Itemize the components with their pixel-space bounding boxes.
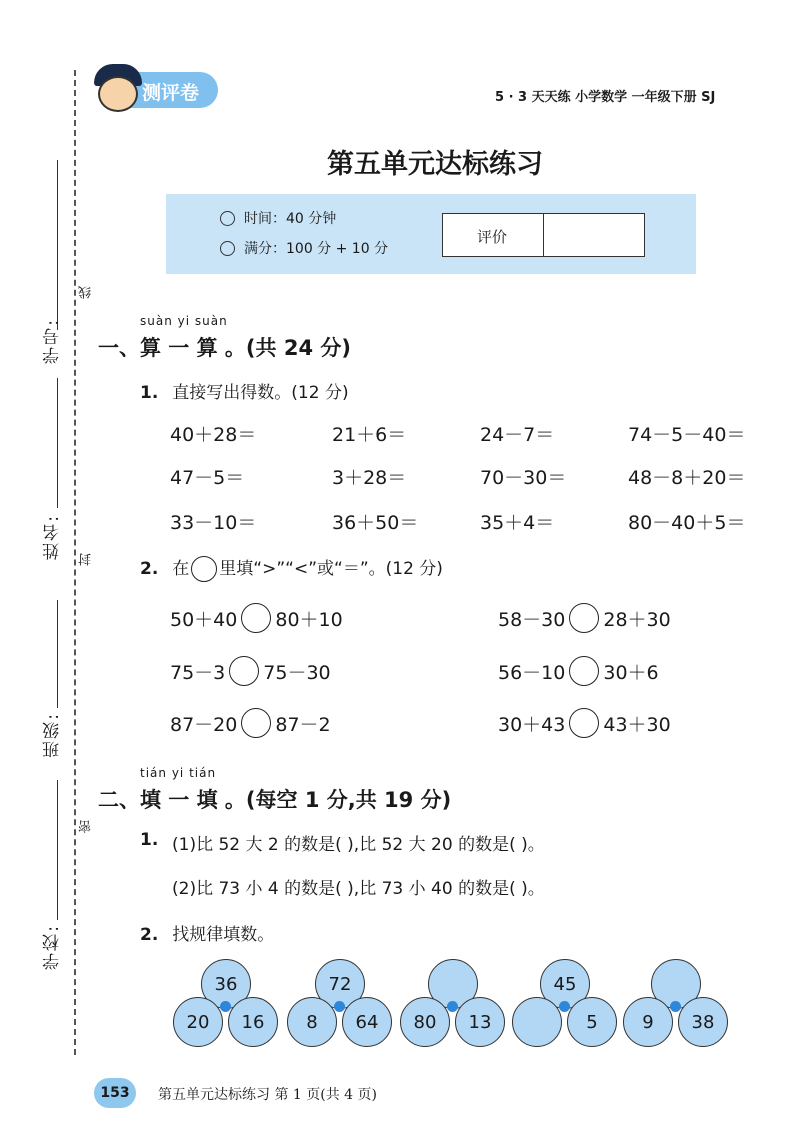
calc-item: 74－5－40＝ <box>628 424 746 446</box>
compare-item <box>170 708 331 738</box>
calc-item: 36＋50＝ <box>332 512 419 534</box>
s2q1-num: 1. <box>140 830 159 850</box>
clover-left-blank[interactable] <box>512 997 562 1047</box>
clover-left: 9 <box>623 997 673 1047</box>
clover-puzzle <box>173 959 278 1059</box>
s1q1-number: 1. <box>140 383 159 403</box>
compare-circle[interactable] <box>569 656 599 686</box>
calc-item: 24－7＝ <box>480 424 555 446</box>
name-label: 姓名: <box>43 514 63 560</box>
compare-right: 75－30 <box>263 661 331 684</box>
mascot-face-icon <box>98 76 138 112</box>
clover-right: 13 <box>455 997 505 1047</box>
calc-item: 47－5＝ <box>170 467 245 489</box>
student-no-label: 学号: <box>43 318 63 364</box>
calc-item: 33－10＝ <box>170 512 257 534</box>
compare-left: 30＋43 <box>498 713 566 736</box>
evaluation-label: 评价 <box>477 228 508 246</box>
compare-right: 80＋10 <box>275 608 343 631</box>
clover-right: 64 <box>342 997 392 1047</box>
evaluation-divider <box>543 214 544 256</box>
check-icon <box>220 241 235 256</box>
s2q1-line2: (2)比 73 小 4 的数是( ),比 73 小 40 的数是( )。 <box>172 879 545 899</box>
clover-top: 72 <box>315 959 365 1009</box>
class-label: 班级: <box>43 712 63 758</box>
compare-left: 75－3 <box>170 661 226 684</box>
clover-center-dot <box>670 1001 681 1012</box>
clover-right: 38 <box>678 997 728 1047</box>
compare-left: 87－20 <box>170 713 238 736</box>
compare-circle[interactable] <box>569 708 599 738</box>
compare-left: 58－30 <box>498 608 566 631</box>
calc-item: 80－40＋5＝ <box>628 512 746 534</box>
page-title: 第五单元达标练习 <box>327 149 543 180</box>
clover-puzzle <box>287 959 392 1059</box>
s1q1-text: 直接写出得数。(12 分) <box>172 383 349 403</box>
compare-item <box>170 603 343 633</box>
section2-heading: 二、填 一 填 。(每空 1 分,共 19 分) <box>98 788 452 812</box>
compare-right: 30＋6 <box>603 661 659 684</box>
clover-right: 5 <box>567 997 617 1047</box>
binding-char-tight: 密 <box>79 820 94 833</box>
clover-left: 80 <box>400 997 450 1047</box>
school-label: 学校: <box>43 924 63 970</box>
clover-puzzle <box>400 959 505 1059</box>
clover-center-dot <box>559 1001 570 1012</box>
s2q2-prompt <box>140 920 274 945</box>
binding-char-line: 线 <box>79 286 94 299</box>
compare-right: 87－2 <box>275 713 331 736</box>
compare-left: 50＋40 <box>170 608 238 631</box>
s2q1-line1: (1)比 52 大 2 的数是( ),比 52 大 20 的数是( )。 <box>172 835 545 855</box>
class-blank <box>57 600 58 708</box>
clover-center-dot <box>334 1001 345 1012</box>
s2q2-number: 2. <box>140 925 159 945</box>
compare-circle[interactable] <box>241 708 271 738</box>
answer-circle-icon <box>191 556 217 582</box>
evaluation-box <box>442 213 645 257</box>
full-score: 满分：100 分 + 10 分 <box>244 241 389 257</box>
clover-puzzle <box>623 959 728 1059</box>
s1q2-text-after: 里填“>”“<”或“＝”。(12 分) <box>219 559 443 579</box>
compare-item <box>498 708 671 738</box>
calc-item: 70－30＝ <box>480 467 567 489</box>
clover-right: 16 <box>228 997 278 1047</box>
school-blank <box>57 780 58 920</box>
compare-circle[interactable] <box>241 603 271 633</box>
section1-pinyin: suàn yi suàn <box>140 314 228 328</box>
s1q2-prompt <box>140 554 443 582</box>
clover-top: 36 <box>201 959 251 1009</box>
compare-left: 56－10 <box>498 661 566 684</box>
student-no-blank <box>57 160 58 330</box>
calc-item: 40＋28＝ <box>170 424 257 446</box>
s1q1-prompt <box>140 378 349 403</box>
clover-top: 45 <box>540 959 590 1009</box>
badge-label: 测评卷 <box>142 82 200 104</box>
section2-pinyin: tián yi tián <box>140 766 217 780</box>
section1-heading: 一、算 一 算 。(共 24 分) <box>98 336 351 360</box>
clover-left: 20 <box>173 997 223 1047</box>
binding-char-seal: 封 <box>79 553 94 566</box>
time-limit: 时间：40 分钟 <box>244 211 337 227</box>
footer-text: 第五单元达标练习 第 1 页(共 4 页) <box>158 1087 377 1103</box>
binding-dashed-line <box>74 70 76 1055</box>
compare-item <box>170 656 331 686</box>
series-label: 5 · 3 天天练 小学数学 一年级下册 SJ <box>495 90 716 105</box>
clover-puzzle <box>512 959 617 1059</box>
s2q1-number <box>140 830 172 850</box>
calc-item: 3＋28＝ <box>332 467 407 489</box>
compare-item <box>498 603 671 633</box>
s1q2-number: 2. <box>140 559 159 579</box>
calc-item: 21＋6＝ <box>332 424 407 446</box>
compare-right: 43＋30 <box>603 713 671 736</box>
name-blank <box>57 378 58 508</box>
compare-right: 28＋30 <box>603 608 671 631</box>
clover-left: 8 <box>287 997 337 1047</box>
clock-icon <box>220 211 235 226</box>
compare-circle[interactable] <box>569 603 599 633</box>
compare-circle[interactable] <box>229 656 259 686</box>
clover-center-dot <box>220 1001 231 1012</box>
page-number: 153 <box>94 1078 136 1108</box>
compare-item <box>498 656 659 686</box>
calc-item: 35＋4＝ <box>480 512 555 534</box>
s2q2-text: 找规律填数。 <box>172 925 275 945</box>
s1q2-text-before: 在 <box>172 559 190 579</box>
clover-center-dot <box>447 1001 458 1012</box>
calc-item: 48－8＋20＝ <box>628 467 746 489</box>
